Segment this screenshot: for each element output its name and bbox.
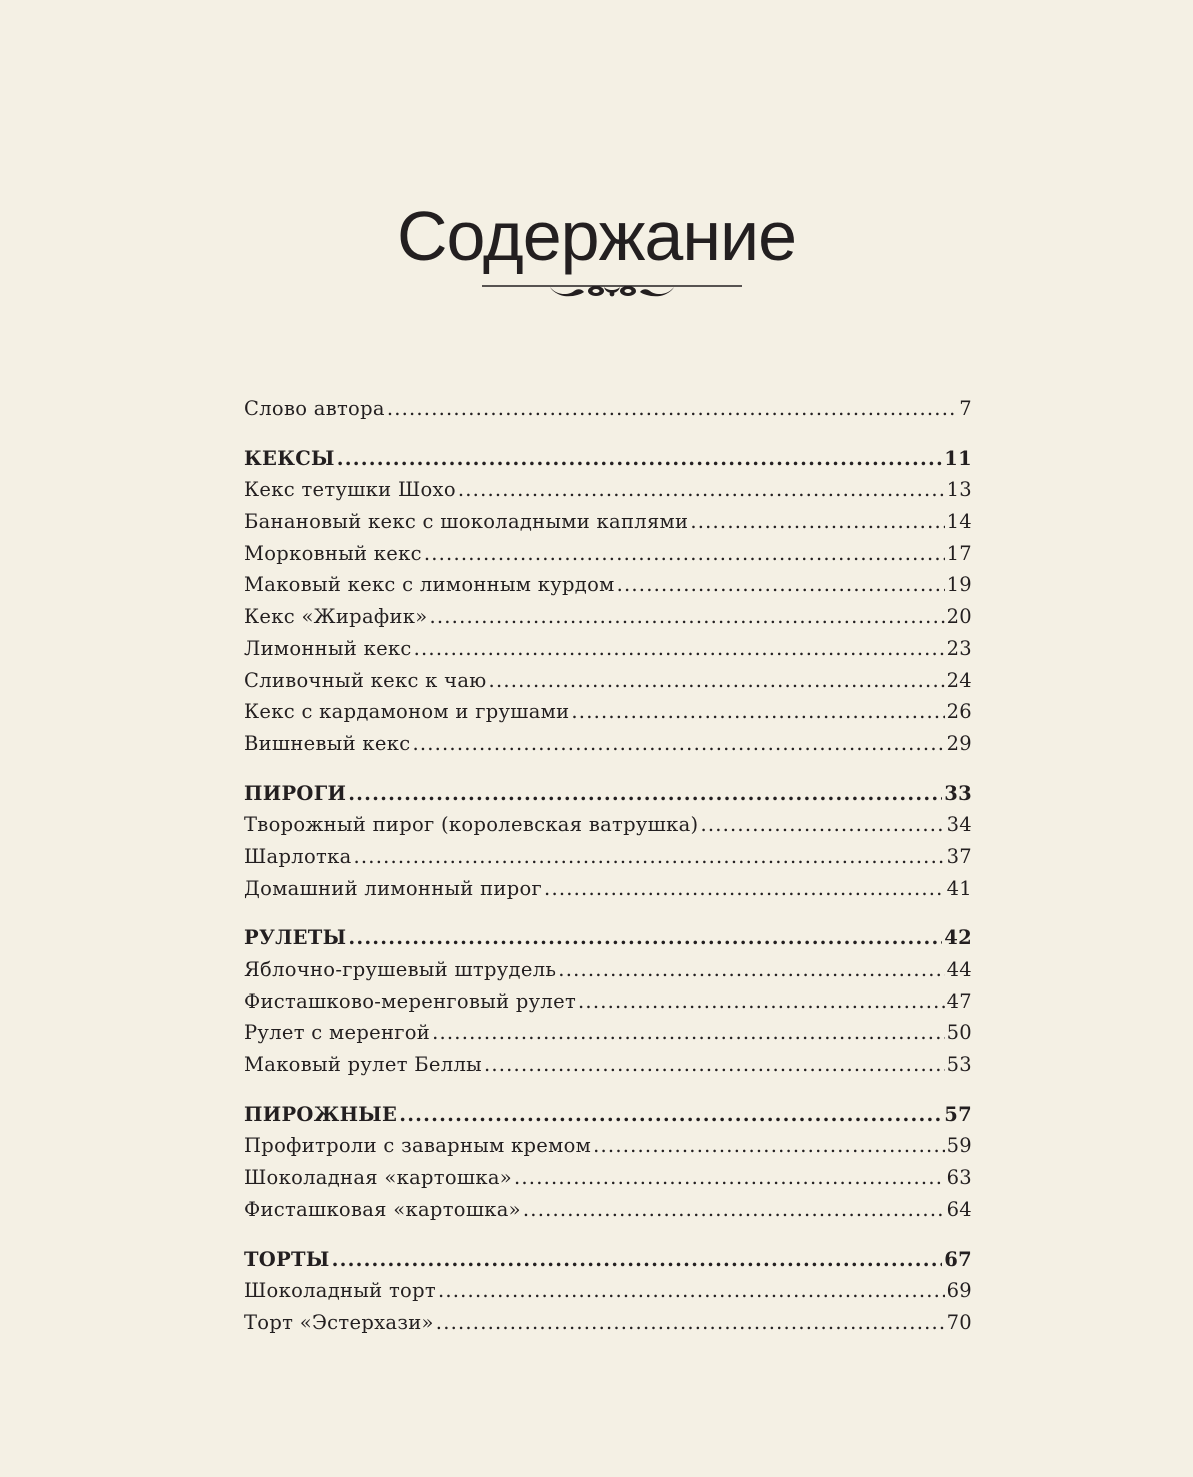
- page-number: 33: [944, 781, 972, 805]
- entry-title: Шоколадный торт: [244, 1279, 436, 1303]
- dot-leader: [558, 954, 944, 986]
- dot-leader: [458, 474, 945, 506]
- dot-leader: [489, 665, 945, 697]
- toc-entry[interactable]: [244, 1194, 972, 1226]
- page-number: 37: [946, 844, 972, 868]
- toc-entry[interactable]: [244, 538, 972, 570]
- entry-title: Маковый кекс с лимонным курдом: [244, 573, 615, 597]
- toc-chapter-heading[interactable]: [244, 443, 972, 475]
- chapter-title: РУЛЕТЫ: [244, 926, 347, 950]
- toc-entry[interactable]: [244, 986, 972, 1018]
- dot-leader: [544, 873, 945, 905]
- entry-title: Торт «Эстерхази»: [244, 1310, 434, 1334]
- dot-leader: [414, 633, 945, 665]
- entry-title: Фисташково-меренговый рулет: [244, 989, 577, 1013]
- dot-leader: [432, 1017, 944, 1049]
- dot-leader: [514, 1162, 945, 1194]
- page-number: 41: [946, 876, 972, 900]
- page-number: 57: [944, 1102, 972, 1126]
- page-number: 63: [946, 1166, 972, 1190]
- page-number: 29: [946, 731, 972, 755]
- dot-leader: [593, 1130, 944, 1162]
- toc-entry[interactable]: [244, 841, 972, 873]
- entry-title: Шоколадная «картошка»: [244, 1166, 512, 1190]
- dot-leader: [438, 1275, 945, 1307]
- chapter-title: КЕКСЫ: [244, 446, 335, 470]
- toc-entry[interactable]: [244, 1275, 972, 1307]
- toc-entry[interactable]: [244, 809, 972, 841]
- chapter-title: ПИРОГИ: [244, 781, 347, 805]
- entry-title: Творожный пирог (королевская ватрушка): [244, 813, 699, 837]
- dot-leader: [436, 1307, 945, 1339]
- entry-title: Сливочный кекс к чаю: [244, 668, 487, 692]
- table-of-contents: [244, 393, 972, 1339]
- page-number: 24: [946, 668, 972, 692]
- dot-leader: [429, 601, 944, 633]
- dot-leader: [571, 696, 944, 728]
- page-title: Содержание: [396, 197, 797, 275]
- dot-leader: [332, 1244, 943, 1276]
- dot-leader: [387, 393, 957, 425]
- toc-entry[interactable]: [244, 1049, 972, 1081]
- entry-title: Фисташковая «картошка»: [244, 1197, 521, 1221]
- page-number: 64: [946, 1197, 972, 1221]
- toc-entry[interactable]: [244, 873, 972, 905]
- entry-title: Профитроли с заварным кремом: [244, 1134, 592, 1158]
- dot-leader: [354, 841, 945, 873]
- dot-leader: [424, 538, 945, 570]
- dot-leader: [399, 1099, 942, 1131]
- toc-entry[interactable]: [244, 665, 972, 697]
- entry-title: Кекс тетушки Шохо: [244, 478, 456, 502]
- page-number: 7: [959, 397, 972, 420]
- toc-entry[interactable]: [244, 696, 972, 728]
- toc-chapter-heading[interactable]: [244, 778, 972, 810]
- dot-leader: [412, 728, 944, 760]
- page-number: 20: [946, 605, 972, 629]
- dot-leader: [523, 1194, 945, 1226]
- toc-chapter-heading[interactable]: [244, 1244, 972, 1276]
- page-number: 67: [944, 1247, 972, 1271]
- dot-leader: [690, 506, 944, 538]
- page-number: 14: [946, 510, 972, 534]
- page-number: 59: [946, 1134, 972, 1158]
- entry-title: Рулет с меренгой: [244, 1021, 431, 1045]
- toc-entry[interactable]: [244, 601, 972, 633]
- page-number: 44: [946, 958, 972, 981]
- toc-entry[interactable]: [244, 569, 972, 601]
- entry-title: Морковный кекс: [244, 541, 422, 565]
- page-number: 17: [946, 541, 972, 565]
- toc-entry[interactable]: [244, 728, 972, 760]
- entry-title: Маковый рулет Беллы: [244, 1053, 482, 1077]
- page-number: 34: [946, 813, 972, 837]
- flourish-divider-icon: [482, 278, 742, 302]
- page-number: 70: [946, 1310, 972, 1334]
- toc-entry[interactable]: [244, 474, 972, 506]
- toc-entry[interactable]: [244, 506, 972, 538]
- chapter-title: ТОРТЫ: [244, 1247, 330, 1271]
- page-number: 69: [946, 1279, 972, 1303]
- page-number: 19: [946, 573, 972, 597]
- entry-title: Вишневый кекс: [244, 731, 411, 755]
- dot-leader: [348, 922, 942, 954]
- entry-title: Кекс с кардамоном и грушами: [244, 700, 570, 724]
- dot-leader: [348, 778, 942, 810]
- toc-entry[interactable]: [244, 1307, 972, 1339]
- page-number: 47: [946, 989, 972, 1013]
- entry-title: Банановый кекс с шоколадными каплями: [244, 510, 689, 534]
- dot-leader: [484, 1049, 945, 1081]
- toc-chapter-heading[interactable]: [244, 922, 972, 954]
- entry-title: Кекс «Жирафик»: [244, 605, 428, 629]
- toc-entry[interactable]: [244, 1162, 972, 1194]
- toc-entry[interactable]: [244, 1130, 972, 1162]
- page-number: 11: [944, 446, 972, 470]
- entry-title: Лимонный кекс: [244, 636, 412, 660]
- entry-title: Шарлотка: [244, 844, 352, 868]
- page-number: 23: [946, 636, 972, 660]
- page-number: 42: [944, 926, 972, 950]
- toc-entry[interactable]: [244, 1017, 972, 1049]
- page-number: 13: [946, 478, 972, 502]
- toc-chapter-heading[interactable]: [244, 1099, 972, 1131]
- entry-title: Слово автора: [244, 397, 385, 420]
- page-number: 53: [946, 1053, 972, 1077]
- dot-leader: [337, 443, 942, 475]
- toc-entry[interactable]: [244, 954, 972, 986]
- toc-entry[interactable]: [244, 393, 972, 425]
- dot-leader: [617, 569, 945, 601]
- toc-entry[interactable]: [244, 633, 972, 665]
- dot-leader: [578, 986, 945, 1018]
- page-number: 50: [946, 1021, 972, 1045]
- chapter-title: ПИРОЖНЫЕ: [244, 1102, 398, 1126]
- entry-title: Яблочно-грушевый штрудель: [244, 958, 557, 981]
- dot-leader: [700, 809, 944, 841]
- page-number: 26: [946, 700, 972, 724]
- entry-title: Домашний лимонный пирог: [244, 876, 543, 900]
